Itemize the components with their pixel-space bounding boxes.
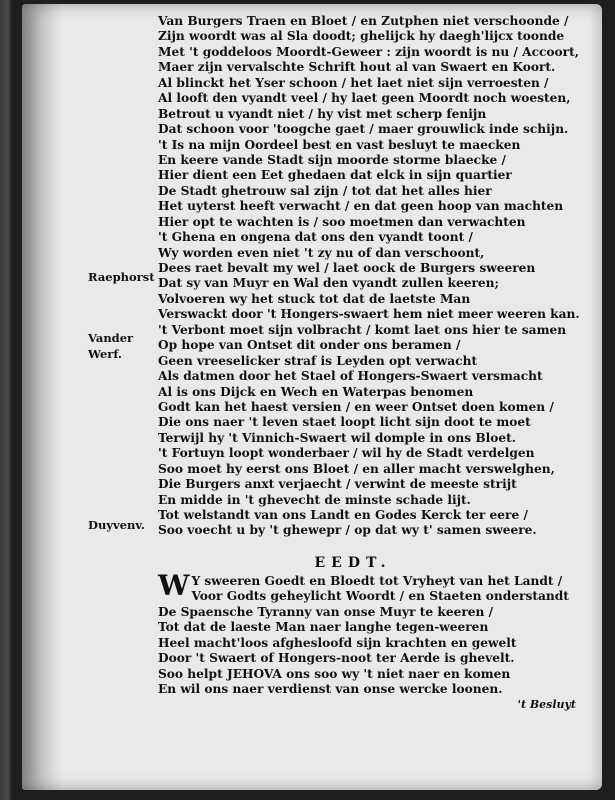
oath-block (158, 568, 588, 698)
verse-line: Terwijl hy 't Vinnich-Swaert wil domple in ons Bloet. (158, 430, 517, 445)
verse-line: Geen vreeselicker straf is Leyden opt verwacht (158, 353, 478, 368)
verse-line: 't Ghena en ongena dat ons den vyandt toont / (158, 230, 473, 245)
catchword: 't Besluyt (517, 698, 576, 712)
verse-line: Dees raet bevalt my wel / laet oock de Burgers sweeren (158, 261, 536, 275)
oath-first-line: W Y sweeren Goedt en Bloedt tot Vryheyt van het Landt / (158, 568, 563, 602)
verse-line: De Stadt ghetrouw sal zijn / tot dat het alles hier (158, 183, 492, 198)
verse-line: Tot welstandt van ons Landt en Godes Kerck ter eere / (158, 508, 528, 522)
poem-part-dialogue (158, 14, 588, 539)
verse-line: En keere vande Stadt sijn moorde storme blaecke / (158, 152, 506, 167)
drop-capital: W (158, 568, 190, 602)
verse-line: En midde in 't ghevecht de minste schade lijt. (158, 492, 471, 507)
verse-line: En wil ons naer verdienst van onse wercke loonen. (158, 681, 503, 696)
verse-line: 't Verbont moet sijn volbracht / komt laet ons hier te samen (158, 322, 567, 337)
verse-line: Dat schoon voor 'toogche gaet / maer grouwlick inde schijn. (158, 122, 569, 137)
poem-part-oath (158, 589, 588, 697)
verse-line: Door 't Swaert of Hongers-noot ter Aerde is ghevelt. (158, 651, 515, 666)
verse-line: Al looft den vyandt veel / hy laet geen Moordt noch woesten, (158, 91, 571, 106)
verse-line: Hier dient een Eet ghedaen dat elck in sijn quartier (158, 168, 512, 183)
verse-line: Op hope van Ontset dit onder ons beramen / (158, 338, 461, 353)
verse-line: Het uyterst heeft verwacht / en dat geen hoop van machten (158, 199, 564, 214)
verse-line: De Spaensche Tyranny van onse Muyr te keeren / (158, 604, 494, 619)
verse-line: Met 't goddeloos Moordt-Geweer : zijn woordt is nu / Accoort, (158, 44, 579, 59)
speaker-vander: Vander (88, 331, 134, 345)
verse-line: Die Burgers anxt verjaecht / verwint de meeste strijt (158, 477, 517, 492)
verse-line: 't Is na mijn Oordeel best en vast besluyt te maecken (158, 137, 521, 152)
speaker-raephorst: Raephorst (88, 270, 155, 284)
speaker-duyvenv: Duyvenv. (88, 518, 145, 532)
verse-line: Betrout u vyandt niet / hy vist met scherp fenijn (158, 106, 487, 121)
verse-line: Volvoeren wy het stuck tot dat de laetste Man (158, 291, 471, 306)
oath-heading: EEDT. (314, 554, 392, 571)
poem-text (158, 14, 588, 713)
verse-line: Al is ons Dijck en Wech en Waterpas benomen (158, 384, 474, 399)
verse-line: Als datmen door het Stael of Hongers-Swaert versmacht (158, 369, 543, 384)
verse-line: Maer zijn vervalschte Schrift hout al van Swaert en Koort. (158, 60, 556, 75)
verse-line: Dat sy van Muyr en Wal den vyandt zullen keeren; (158, 276, 500, 291)
verse-line: Soo voecht u by 't ghewepr / op dat wy t' samen sweere. (158, 523, 537, 538)
verse-line: Soo helpt JEHOVA ons soo wy 't niet naer en komen (158, 666, 511, 681)
verse-line: Van Burgers Traen en Bloet / en Zutphen niet verschoonde / (158, 14, 569, 28)
verse-line: Die ons naer 't leven staet loopt licht sijn doot te moet (158, 415, 531, 430)
verse-line: Godt kan het haest versien / en weer Ontset doen komen / (158, 399, 554, 414)
verse-line: Soo moet hy eerst ons Bloet / en aller macht verswelghen, (158, 461, 555, 476)
verse-line: Heel macht'loos afghesloofd sijn krachten en gewelt (158, 635, 517, 650)
verse-line: Al blinckt het Yser schoon / het laet niet sijn verroesten / (158, 75, 549, 90)
verse-line: Tot dat de laeste Man naer langhe tegen-weeren (158, 620, 489, 635)
verse-line: Wy worden even niet 't zy nu of dan verschoont, (158, 245, 485, 260)
verse-line: Voor Godts geheylicht Woordt / en Staeten onderstandt (191, 589, 569, 604)
verse-line: Zijn woordt was al Sla doodt; ghelijck hy daegh'lijcx toonde (158, 29, 565, 44)
verse-line: Hier opt te wachten is / soo moetmen dan verwachten (158, 214, 526, 229)
verse-line: Verswackt door 't Hongers-swaert hem niet meer weeren kan. (158, 307, 580, 322)
gutter-shadow (22, 4, 62, 790)
speaker-werf: Werf. (88, 347, 122, 361)
verse-line: 't Fortuyn loopt wonderbaer / wil hy de Stadt verdelgen (158, 446, 535, 461)
